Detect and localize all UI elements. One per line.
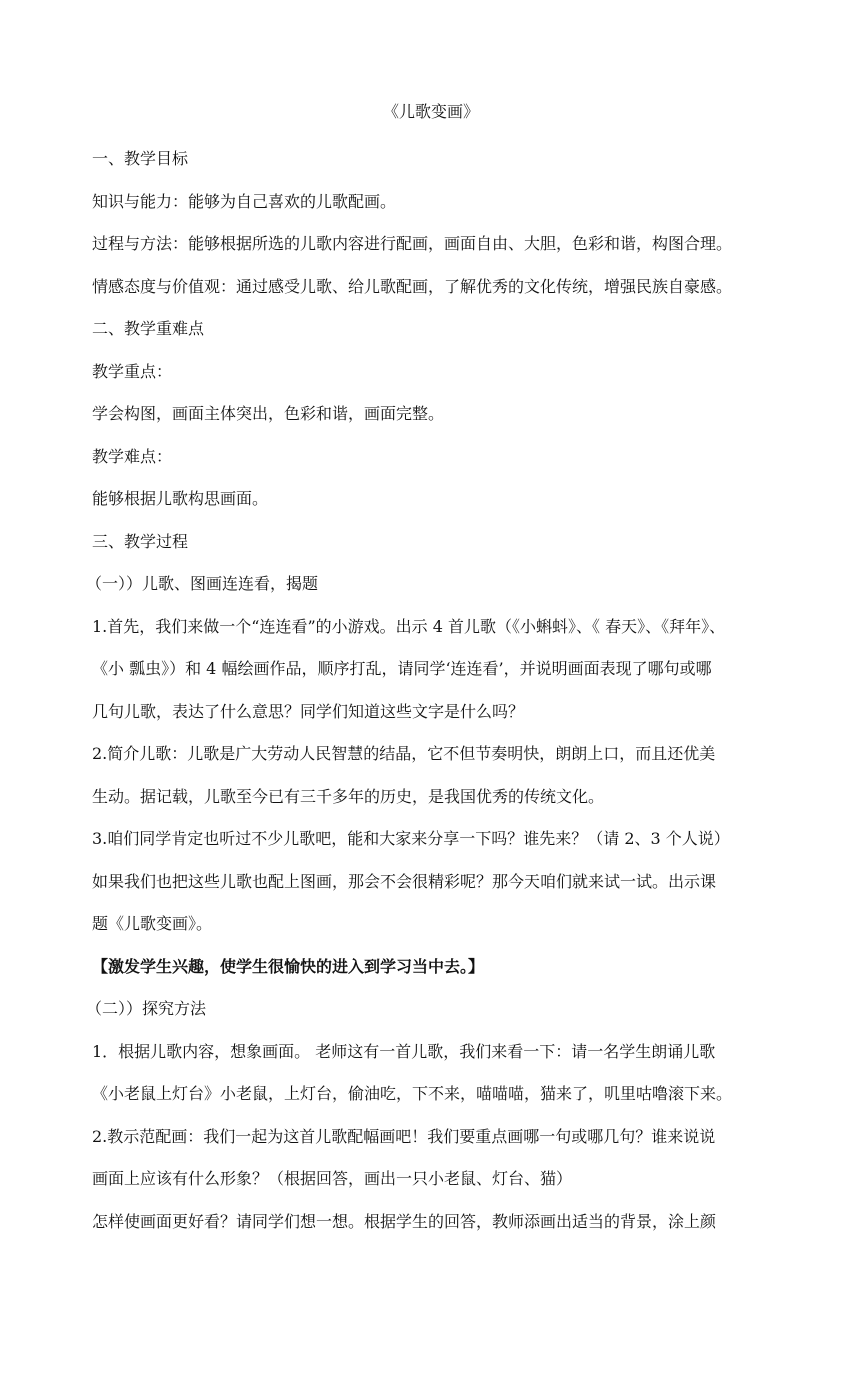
- note-interest: 【激发学生兴趣，使学生很愉快的进入到学习当中去。】: [92, 956, 485, 976]
- paragraph-step-1-line-3: 几句儿歌，表达了什么意思？同学们知道这些文字是什么吗？: [92, 701, 525, 721]
- paragraph-method-1-line-1: 1．根据儿歌内容，想象画面。 老师这有一首儿歌，我们来看一下：请一名学生朗诵儿歌: [92, 1041, 716, 1061]
- paragraph-method-2-line-2: 画面上应该有什么形象？（根据回答，画出一只小老鼠、灯台、猫）: [92, 1169, 573, 1188]
- paragraph-step-1-line-2: 《小 瓢虫》）和 4 幅绘画作品，顺序打乱，请同学‘连连看’，并说明画面表现了哪句或哪: [92, 659, 712, 678]
- document-title: 《儿歌变画》: [382, 102, 479, 121]
- paragraph-method-2-line-1: 2.教示范配画：我们一起为这首儿歌配幅画吧！我们要重点画哪一句或哪几句？谁来说说: [92, 1126, 716, 1146]
- paragraph-method-1-line-2: 《小老鼠上灯台》小老鼠，上灯台，偷油吃，下不来，喵喵喵，猫来了，叽里咕噜滚下来。: [92, 1084, 733, 1103]
- paragraph-method-2-line-3: 怎样使画面更好看？请同学们想一想。根据学生的回答，教师添画出适当的背景，涂上颜: [92, 1211, 717, 1231]
- paragraph-step-1-line-1: 1.首先，我们来做一个“连连看”的小游戏。出示 4 首儿歌（《小蝌蚪》、《 春天》、《拜年》、: [92, 616, 726, 636]
- paragraph-step-3-line-1: 3.咱们同学肯定也听过不少儿歌吧，能和大家来分享一下吗？谁先来？（请 2、3 个人说）: [92, 829, 730, 848]
- paragraph-emotion-values: 情感态度与价值观：通过感受儿歌、给儿歌配画，了解优秀的文化传统，增强民族自豪感。: [92, 276, 733, 296]
- label-key-point: 教学重点：: [92, 361, 173, 381]
- subsection-heading-1: （一））儿歌、图画连连看，揭题: [86, 574, 319, 593]
- paragraph-step-2-line-2: 生动。据记载，儿歌至今已有三千多年的历史，是我国优秀的传统文化。: [92, 786, 605, 806]
- section-heading-key-difficult-points: 二、教学重难点: [92, 319, 205, 338]
- paragraph-key-point: 学会构图，画面主体突出，色彩和谐，画面完整。: [92, 404, 445, 423]
- paragraph-difficult-point: 能够根据儿歌构思画面。: [92, 489, 269, 508]
- paragraph-step-2-line-1: 2.简介儿歌：儿歌是广大劳动人民智慧的结晶，它不但节奏明快，朗朗上口，而且还优美: [92, 744, 716, 763]
- label-difficult-point: 教学难点：: [92, 446, 173, 466]
- paragraph-process-method: 过程与方法：能够根据所选的儿歌内容进行配画，画面自由、大胆，色彩和谐，构图合理。: [92, 234, 733, 253]
- paragraph-step-3-line-3: 题《儿歌变画》。: [92, 914, 213, 933]
- subsection-heading-2: （二））探究方法: [86, 999, 207, 1018]
- paragraph-knowledge-ability: 知识与能力：能够为自己喜欢的儿歌配画。: [92, 191, 397, 211]
- paragraph-step-3-line-2: 如果我们也把这些儿歌也配上图画，那会不会很精彩呢？那今天咱们就来试一试。出示课: [92, 871, 717, 891]
- section-heading-process: 三、教学过程: [92, 531, 189, 551]
- section-heading-objectives: 一、教学目标: [92, 149, 189, 168]
